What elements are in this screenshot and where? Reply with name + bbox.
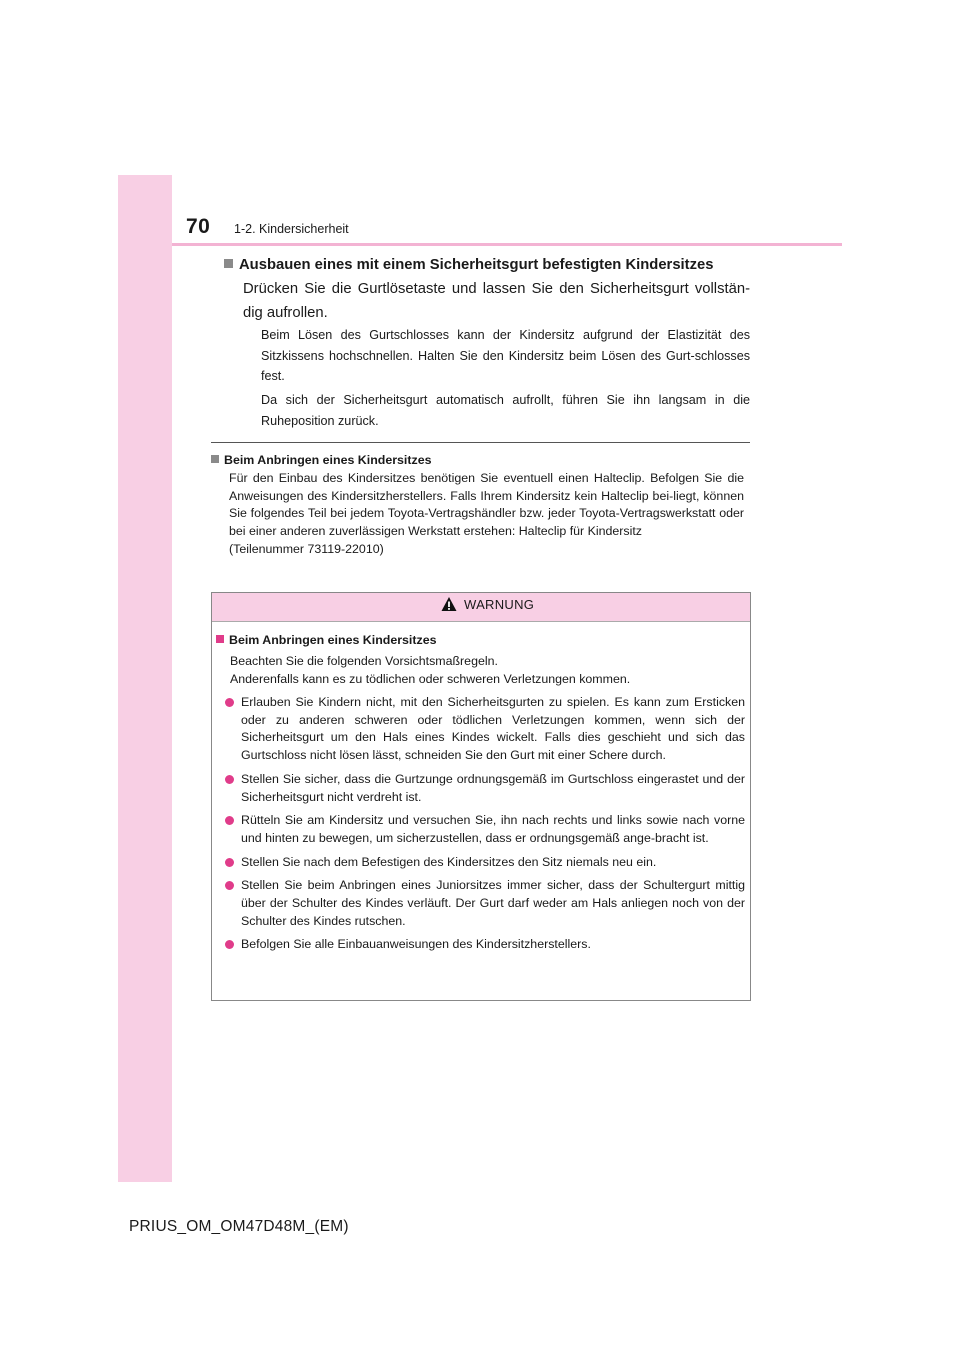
warning-bullet: Rütteln Sie am Kindersitz und versuchen Sie, ihn nach rechts und links sowie nach vorne und hinten zu bewegen, um sicherzustellen, dass er ordnungsgemäß ange-bracht ist.: [225, 812, 745, 847]
installing-paragraph: [229, 470, 744, 559]
warning-bullet: Stellen Sie beim Anbringen eines Juniorsitzes immer sicher, dass der Schultergurt mittig über der Schulter des Kindes verläuft. Der Gurt darf weder am Hals anliegen noch von der Schulter des Kindes rutschen.: [225, 877, 745, 930]
warning-bullet: Befolgen Sie alle Einbauanweisungen des Kindersitzherstellers.: [225, 936, 745, 954]
bullet-dot-icon: [225, 816, 234, 825]
installing-heading: Beim Anbringen eines Kindersitzes: [211, 453, 431, 467]
section-title: 1-2. Kindersicherheit: [234, 222, 349, 236]
warning-heading: Beim Anbringen eines Kindersitzes: [216, 633, 436, 647]
warning-bullet-list: [225, 694, 745, 960]
warning-intro: [230, 653, 745, 688]
warning-bullet: Erlauben Sie Kindern nicht, mit den Sicherheitsgurten zu spielen. Es kann zum Ersticken oder zu anderen schweren oder tödlichen Verletzungen kommen, wenn sich der Sicherheitsgurt um den Hals eines Kindes wickelt. Falls dies geschieht und sich das Gurtschloss nicht lösen lässt, schneiden Sie den Gurt mit einer Schere durch.: [225, 694, 745, 765]
warning-bullet: Stellen Sie sicher, dass die Gurtzunge ordnungsgemäß im Gurtschloss eingerastet und der Sicherheitsgurt nicht verdreht ist.: [225, 771, 745, 806]
removal-heading: Ausbauen eines mit einem Sicherheitsgurt befestigten Kindersitzes: [224, 257, 750, 273]
installing-text: Für den Einbau des Kindersitzes benötigen Sie eventuell einen Halteclip. Befolgen Sie die Anweisungen des Kindersitzherstellers. Falls Ihrem Kindersitz kein Halteclip bei-liegt, können Sie folgendes Teil bei jedem Toyota-Vertragshändler bzw. jeder Toyota-Vertragswerkstatt oder bei einer anderen zuverlässigen Werkstatt erstehen: Halteclip für Kindersitz: [229, 471, 744, 539]
warning-triangle-icon: [441, 596, 457, 612]
side-color-strip: [118, 175, 172, 1182]
bullet-dot-icon: [225, 858, 234, 867]
square-bullet-icon: [224, 259, 233, 268]
bullet-dot-icon: [225, 881, 234, 890]
warning-header: [212, 593, 750, 622]
bullet-dot-icon: [225, 940, 234, 949]
warning-label: WARNUNG: [464, 597, 535, 612]
section-divider: [211, 442, 750, 443]
warning-intro-line: Beachten Sie die folgenden Vorsichtsmaßregeln.: [230, 654, 498, 668]
square-bullet-icon: [216, 635, 224, 643]
removal-note: Beim Lösen des Gurtschlosses kann der Kindersitz aufgrund der Elastizität des Sitzkissens hochschnellen. Halten Sie den Kindersitz beim Lösen des Gurt-schlosses fest.: [261, 328, 750, 383]
removal-instruction: Drücken Sie die Gurtlösetaste und lassen Sie den Sicherheitsgurt vollstän-dig aufrollen.: [243, 281, 750, 321]
bullet-dot-icon: [225, 698, 234, 707]
warning-bullet: Stellen Sie nach dem Befestigen des Kindersitzes den Sitz niemals neu ein.: [225, 854, 745, 872]
document-code-footer: PRIUS_OM_OM47D48M_(EM): [129, 1218, 349, 1235]
part-number: (Teilenummer 73119-22010): [229, 541, 384, 556]
bullet-dot-icon: [225, 775, 234, 784]
warning-box: [211, 592, 751, 1001]
square-bullet-icon: [211, 455, 219, 463]
removal-note: Da sich der Sicherheitsgurt automatisch aufrollt, führen Sie ihn langsam in die Ruheposition zurück.: [261, 393, 750, 428]
page-number: 70: [186, 215, 211, 238]
warning-intro-line: Anderenfalls kann es zu tödlichen oder schweren Verletzungen kommen.: [230, 671, 631, 686]
header-rule: [172, 243, 842, 246]
